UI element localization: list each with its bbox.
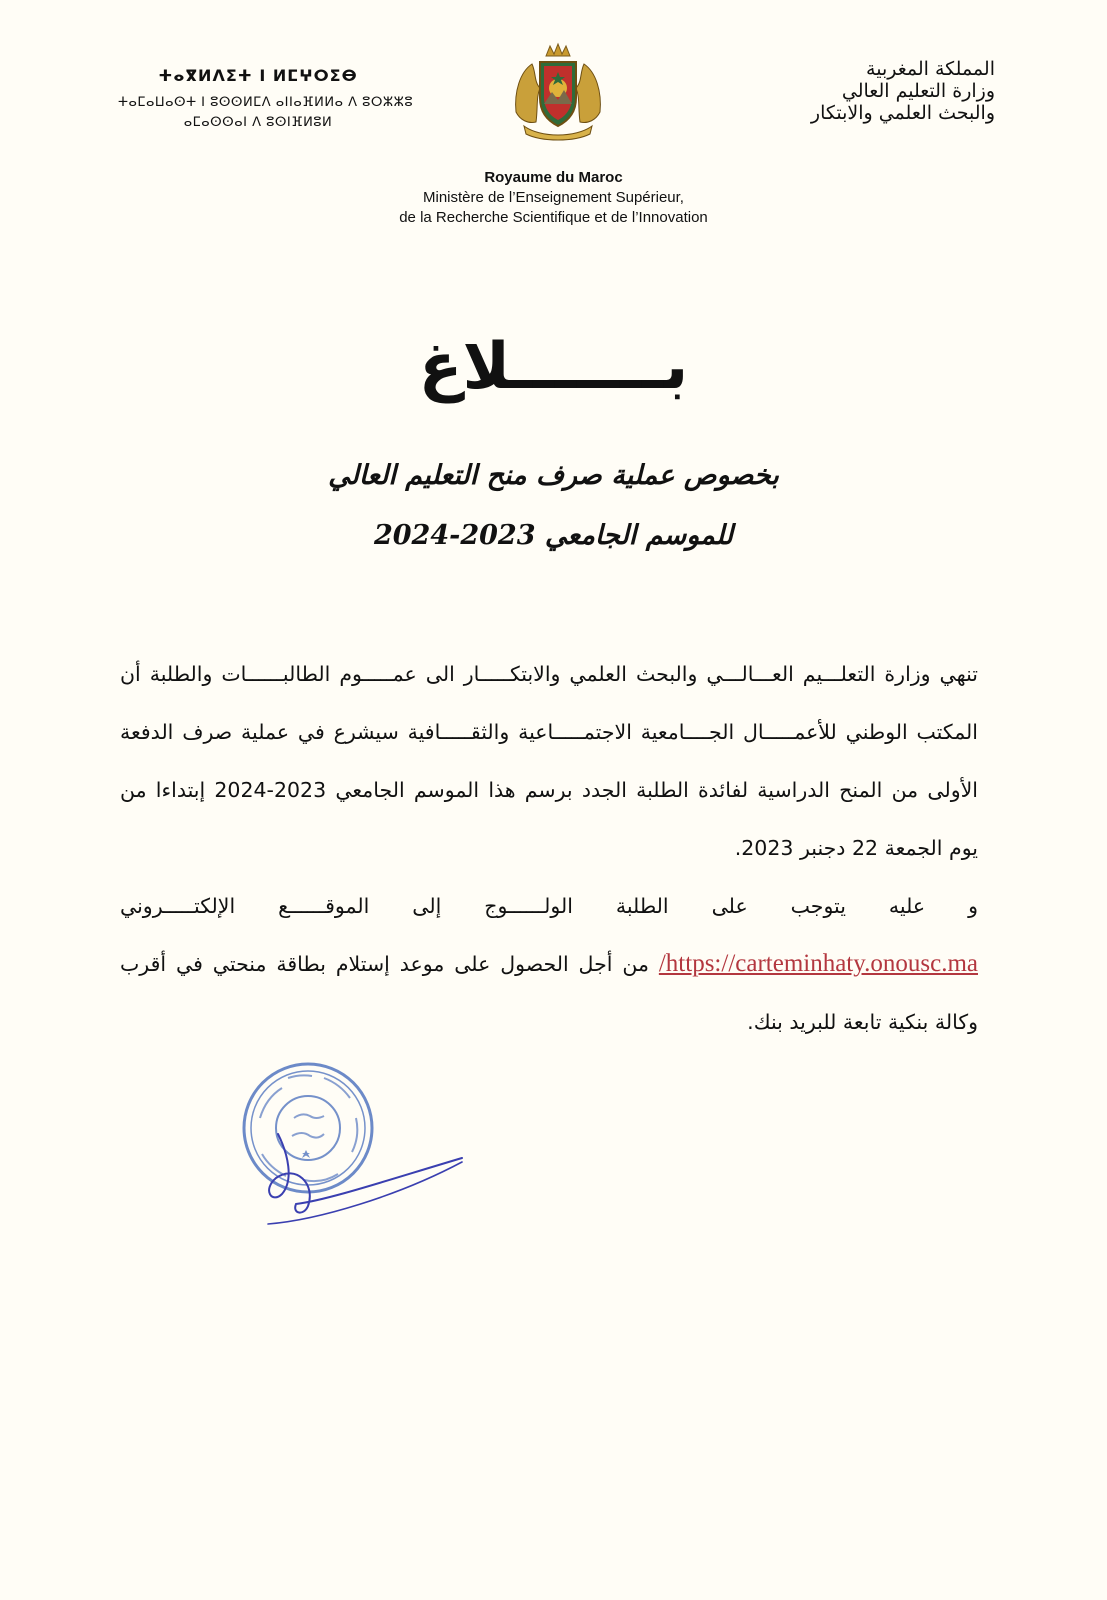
document-subtitle: بخصوص عملية صرف منح التعليم العالي: [328, 460, 779, 491]
website-link[interactable]: /https://carteminhaty.onousc.ma: [658, 950, 978, 977]
header-french-line: Ministère de l’Enseignement Supérieur,: [423, 189, 684, 206]
header-arabic-line: والبحث العلمي والابتكار: [810, 102, 995, 124]
header-french-title: Royaume du Maroc: [484, 169, 623, 186]
header-tifinagh-line: ⵜⴰⴳⵍⴷⵉⵜ ⵏ ⵍⵎⵖⵔⵉⴱ: [158, 66, 358, 85]
coat-of-arms-icon: [510, 42, 606, 142]
document-title: بـــــــلاغ: [418, 330, 689, 404]
body-paragraph-2-end: من أجل الحصول على موعد إستلام بطاقة منحتي في أقرب وكالة بنكية تابعة للبريد بنك.: [120, 952, 978, 1034]
body-paragraph-2: [120, 877, 978, 1051]
document-body: [120, 645, 978, 1051]
body-paragraph-2-intro: و عليه يتوجب على الطلبة الولــــــوج إلى الموقــــــع الإلكتـــــروني: [120, 894, 978, 918]
header-arabic-line: المملكة المغربية: [866, 58, 995, 80]
header-arabic: [735, 58, 995, 124]
signature-icon: [248, 1120, 468, 1230]
header-arabic-line: وزارة التعليم العالي: [841, 80, 995, 102]
header-french: [200, 168, 907, 228]
header-french-line: de la Recherche Scientifique et de l’Innovation: [399, 209, 708, 226]
header-tifinagh-line: ⵜⴰⵎⴰⵡⴰⵙⵜ ⵏ ⵓⵙⵙⵍⵎⴷ ⴰⵏⵏⴰⴼⵍⵍⴰ ⴷ ⵓⵔⵣⵣⵓ: [118, 95, 414, 110]
header-tifinagh: [118, 66, 414, 133]
document-subtitle-year: للموسم الجامعي 2023-2024: [373, 520, 734, 551]
body-paragraph-1: تنهي وزارة التعلـــيم العـــالـــي والبحث العلمي والابتكـــــار الى عمـــــوم الطالبــــــات والطلبة أن المكتب الوطني للأعمـــــال الجــــامعية الاجتمـــــاعية والثقـــــافية سيشرع في عملية صرف الدفعة الأولى من المنح الدراسية لفائدة الطلبة الجدد برسم هذا الموسم الجامعي 2023-2024 إبتداءا من يوم الجمعة 22 دجنبر 2023.: [120, 662, 978, 860]
header-tifinagh-line: ⴰⵎⴰⵙⵙⴰⵏ ⴷ ⵓⵙⵏⴼⵍⵓⵍ: [183, 115, 333, 130]
